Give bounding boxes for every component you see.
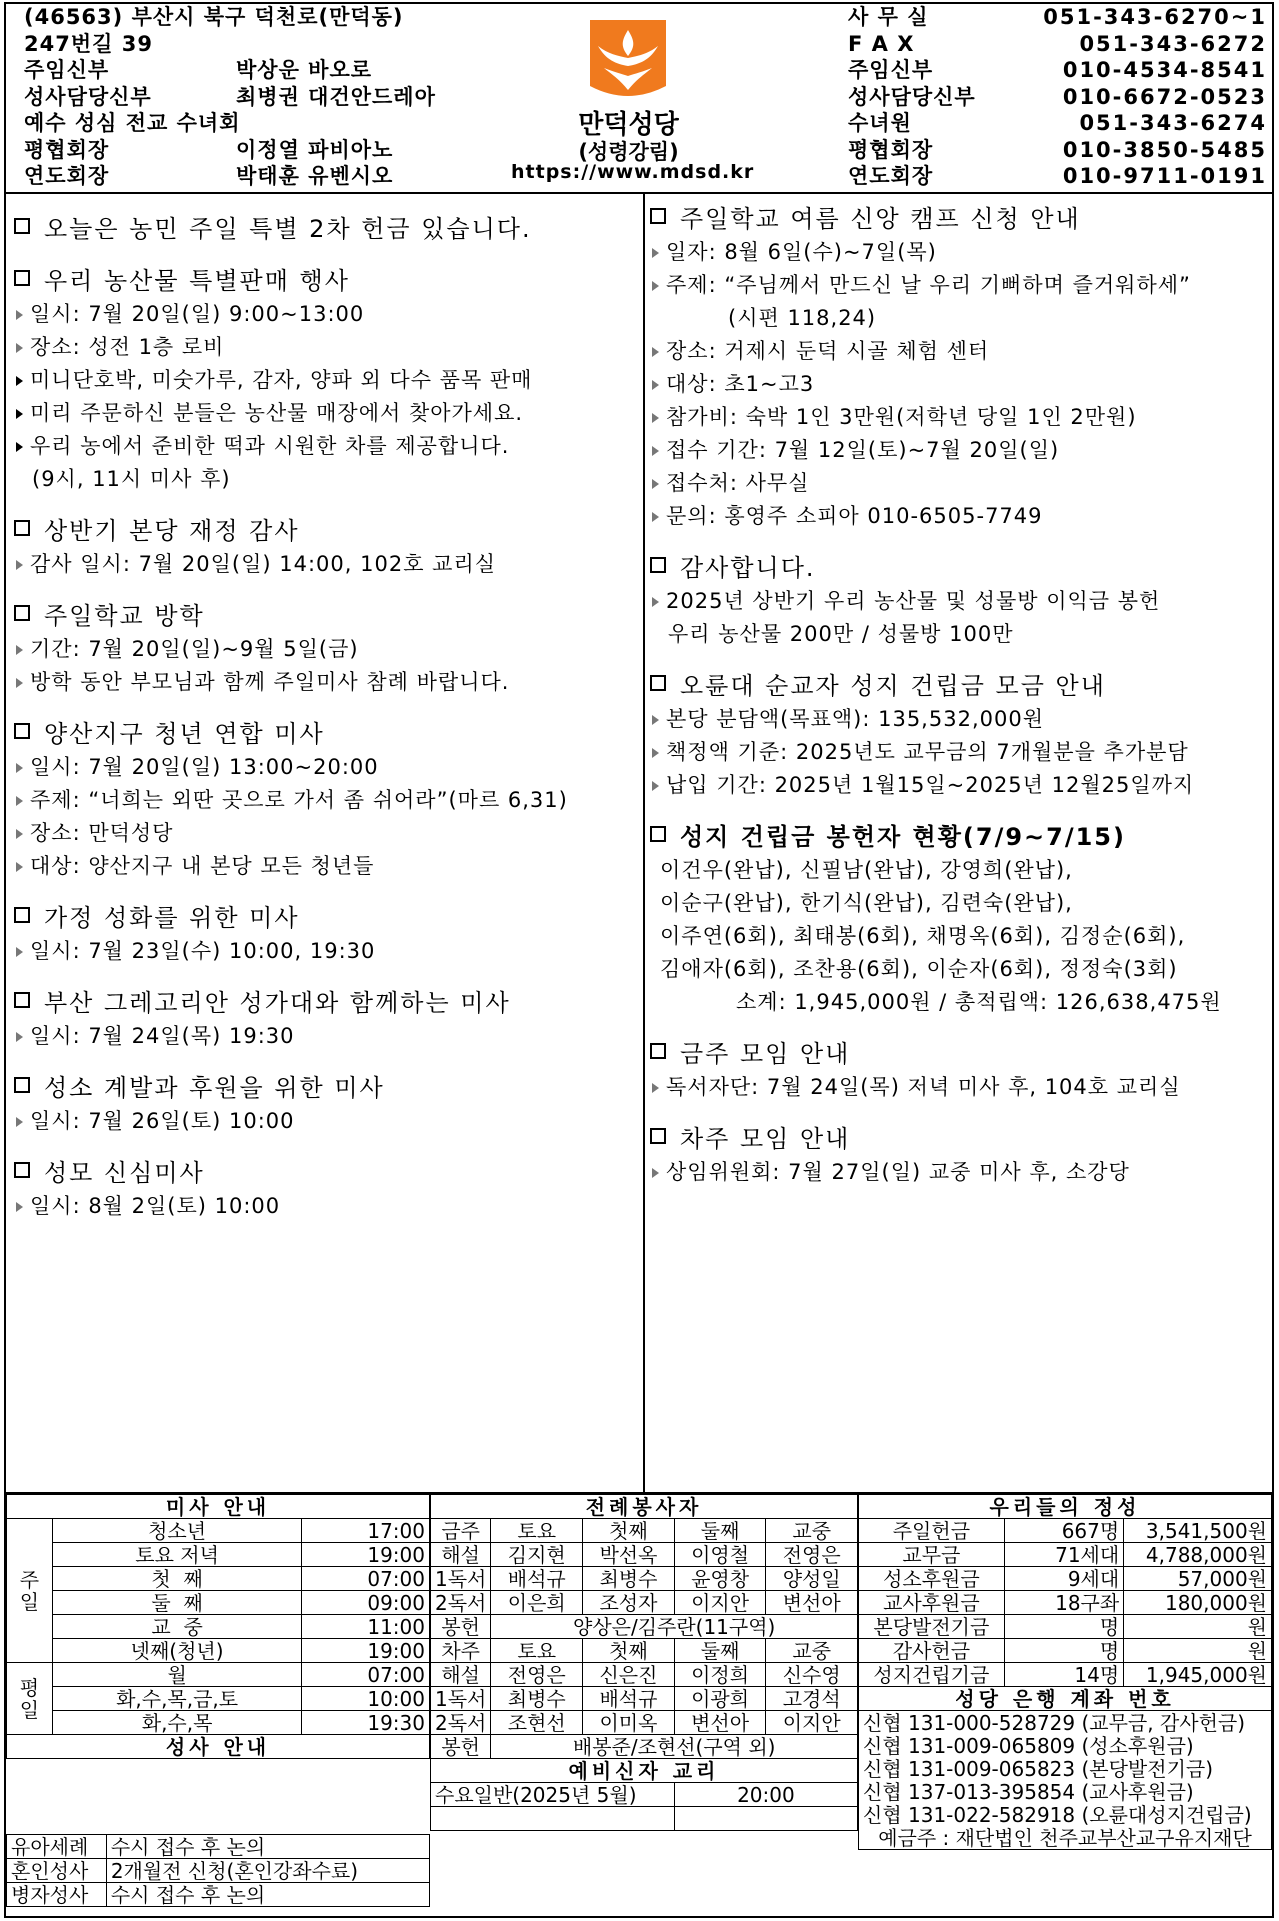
triangle-icon xyxy=(16,1032,23,1042)
notice-line: 대상: 초1~고3 xyxy=(650,368,1272,401)
liturgy-cell: 고경석 xyxy=(766,1687,858,1711)
offering-count: 9세대 xyxy=(1004,1567,1123,1591)
checkbox-icon xyxy=(14,520,30,536)
offering-count: 14명 xyxy=(1004,1663,1123,1687)
offering-amount: 180,000원 xyxy=(1124,1591,1272,1615)
liturgy-cell: 배석규 xyxy=(583,1687,675,1711)
liturgy-cell: 금주 xyxy=(431,1519,491,1543)
triangle-icon xyxy=(652,748,659,758)
offering-name: 본당발전기금 xyxy=(859,1615,1005,1639)
liturgy-cell: 이미옥 xyxy=(583,1711,675,1735)
notice-line: 장소: 성전 1층 로비 xyxy=(14,331,639,364)
header xyxy=(6,4,1272,194)
triangle-icon xyxy=(652,380,659,390)
mass-time: 19:30 xyxy=(302,1711,430,1735)
liturgy-cell: 해설 xyxy=(431,1543,491,1567)
notice-line: (9시, 11시 미사 후) xyxy=(32,467,231,491)
mass-time: 19:00 xyxy=(302,1543,430,1567)
right-column xyxy=(650,194,1272,1189)
notice-line: 접수 기간: 7월 12일(토)~7월 20일(일) xyxy=(650,434,1272,467)
offering-amount: 원 xyxy=(1124,1639,1272,1663)
notice-line: 주제: “너희는 외딴 곳으로 가서 좀 쉬어라”(마르 6,31) xyxy=(14,784,639,817)
liturgy-cell: 최병수 xyxy=(491,1687,583,1711)
liturgy-cell: 조현선 xyxy=(491,1711,583,1735)
liturgy-cell: 교중 xyxy=(766,1519,858,1543)
offering-count: 667명 xyxy=(1004,1519,1123,1543)
staff-yeondo: 연도회장 박태훈 유벤시오 xyxy=(24,164,394,188)
left-column xyxy=(14,194,639,1223)
triangle-icon xyxy=(652,479,659,489)
notice-line: 납입 기간: 2025년 1월15일~2025년 12월25일까지 xyxy=(650,769,1272,802)
checkbox-icon xyxy=(650,826,666,842)
triangle-icon xyxy=(16,310,23,320)
notice-line: 기간: 7월 20일(일)~9월 5일(금) xyxy=(14,633,639,666)
liturgy-cell: 이지안 xyxy=(674,1591,766,1615)
mass-time: 09:00 xyxy=(302,1591,430,1615)
liturgy-cell: 교중 xyxy=(766,1639,858,1663)
offering-title: 우리들의 정성 xyxy=(859,1495,1272,1519)
triangle-icon xyxy=(16,678,23,688)
contact-office: 사 무 실 051-343-6270~1 xyxy=(848,5,1267,29)
bank-account: 신협 137-013-395854 (교사후원금) xyxy=(859,1780,1272,1803)
mass-name: 토요 저녁 xyxy=(52,1543,301,1567)
notice-line: (시편 118,24) xyxy=(728,306,877,330)
catechumen-class: 수요일반(2025년 5월) xyxy=(431,1783,675,1807)
checkbox-icon xyxy=(14,1077,30,1093)
mass-time: 07:00 xyxy=(302,1567,430,1591)
bank-account: 신협 131-022-582918 (오륜대성지건립금) xyxy=(859,1803,1272,1826)
parish-url[interactable]: https://www.mdsd.kr xyxy=(511,161,755,183)
staff-council: 평협회장 이정열 파비아노 xyxy=(24,137,394,162)
liturgy-cell: 양성일 xyxy=(766,1567,858,1591)
notice-line: 주제: “주님께서 만드신 날 우리 기뻐하며 즐거워하세” xyxy=(650,269,1272,302)
notice-title: 차주 모임 안내 xyxy=(650,1116,1272,1156)
sacrament-info: 수시 접수 후 논의 xyxy=(106,1835,429,1859)
mass-name: 둘 째 xyxy=(52,1591,301,1615)
checkbox-icon xyxy=(650,208,666,224)
parish-logo-icon xyxy=(584,16,672,102)
notice-title: 성지 건립금 봉헌자 현황(7/9~7/15) xyxy=(650,814,1272,854)
liturgy-offer: 양상은/김주란(11구역) xyxy=(491,1615,858,1639)
liturgy-cell: 전영은 xyxy=(766,1543,858,1567)
notice-line: 독서자단: 7월 24일(목) 저녁 미사 후, 104호 교리실 xyxy=(650,1071,1272,1104)
liturgy-cell: 이정희 xyxy=(674,1663,766,1687)
triangle-icon xyxy=(16,862,23,872)
contact-fax: F A X 051-343-6272 xyxy=(848,31,1267,56)
offering-amount: 1,945,000원 xyxy=(1124,1663,1272,1687)
notice-line: 장소: 거제시 둔덕 시골 체험 센터 xyxy=(650,335,1272,368)
sacrament-table xyxy=(6,1834,430,1907)
sacrament-name: 혼인성사 xyxy=(7,1859,107,1883)
liturgy-cell: 신수영 xyxy=(766,1663,858,1687)
checkbox-icon xyxy=(14,723,30,739)
liturgy-cell: 둘째 xyxy=(674,1639,766,1663)
mass-time: 10:00 xyxy=(302,1687,430,1711)
notice-line: 방학 동안 부모님과 함께 주일미사 참례 바랍니다. xyxy=(14,666,639,699)
triangle-icon xyxy=(16,343,23,353)
bank-holder: 예금주 : 재단법인 천주교부산교구유지재단 xyxy=(859,1826,1272,1850)
checkbox-icon xyxy=(14,270,30,286)
triangle-icon xyxy=(16,947,23,957)
triangle-icon xyxy=(652,347,659,357)
notice-line: 참가비: 숙박 1인 3만원(저학년 당일 1인 2만원) xyxy=(650,401,1272,434)
bank-account: 신협 131-009-065823 (본당발전기금) xyxy=(859,1757,1272,1780)
staff-sacrament-priest: 성사담당신부 최병권 대건안드레아 xyxy=(24,84,436,109)
triangle-icon xyxy=(16,1117,23,1127)
mass-name: 청소년 xyxy=(52,1519,301,1543)
address-line-2: 247번길 39 xyxy=(24,31,153,56)
donor-line: 이건우(완납), 신필남(완납), 강영희(완납), xyxy=(660,858,1073,882)
offering-table xyxy=(858,1494,1272,1850)
header-right xyxy=(848,4,1267,190)
triangle-icon xyxy=(16,376,23,386)
bank-account: 신협 131-000-528729 (교무금, 감사헌금) xyxy=(859,1711,1272,1735)
contact-council: 평협회장 010-3850-5485 xyxy=(848,137,1267,162)
checkbox-icon xyxy=(14,218,30,234)
offering-name: 교무금 xyxy=(859,1543,1005,1567)
sacrament-info: 2개월전 신청(혼인강좌수료) xyxy=(106,1859,429,1883)
liturgy-cell: 토요 xyxy=(491,1519,583,1543)
donor-line: 김애자(6회), 조찬용(6회), 이순자(6회), 정정숙(3회) xyxy=(660,957,1178,981)
checkbox-icon xyxy=(650,675,666,691)
liturgy-cell: 차주 xyxy=(431,1639,491,1663)
notice-line: 장소: 만덕성당 xyxy=(14,817,639,850)
notice-line: 감사 일시: 7월 20일(일) 14:00, 102호 교리실 xyxy=(14,548,639,581)
liturgy-cell: 둘째 xyxy=(674,1519,766,1543)
offering-name: 성지건립기금 xyxy=(859,1663,1005,1687)
notice-line: 일시: 7월 20일(일) 9:00~13:00 xyxy=(14,298,639,331)
triangle-icon xyxy=(652,597,659,607)
notice-line: 접수처: 사무실 xyxy=(650,467,1272,500)
empty-cell xyxy=(431,1807,675,1831)
triangle-icon xyxy=(652,413,659,423)
offering-name: 교사후원금 xyxy=(859,1591,1005,1615)
notice-title: 성소 계발과 후원을 위한 미사 xyxy=(14,1065,639,1105)
notice-title: 금주 모임 안내 xyxy=(650,1031,1272,1071)
notice-title: 오륜대 순교자 성지 건립금 모금 안내 xyxy=(650,663,1272,703)
notice-line: 일시: 7월 23일(수) 10:00, 19:30 xyxy=(14,935,639,968)
triangle-icon xyxy=(16,829,23,839)
triangle-icon xyxy=(16,645,23,655)
contact-yeondo: 연도회장 010-9711-0191 xyxy=(848,164,1267,188)
notice-line: 미리 주문하신 분들은 농산물 매장에서 찾아가세요. xyxy=(14,397,639,430)
notice-line: 본당 분담액(목표액): 135,532,000원 xyxy=(650,703,1272,736)
notice-line: 우리 농산물 200만 / 성물방 100만 xyxy=(668,622,1014,646)
sacrament-info: 수시 접수 후 논의 xyxy=(106,1883,429,1907)
liturgy-cell: 변선아 xyxy=(766,1591,858,1615)
column-divider xyxy=(643,192,645,1494)
offering-count: 18구좌 xyxy=(1004,1591,1123,1615)
notice-line: 2025년 상반기 우리 농산물 및 성물방 이익금 봉헌 xyxy=(650,585,1272,618)
checkbox-icon xyxy=(650,1128,666,1144)
mass-name: 화,수,목,금,토 xyxy=(52,1687,301,1711)
liturgy-cell: 해설 xyxy=(431,1663,491,1687)
checkbox-icon xyxy=(14,907,30,923)
checkbox-icon xyxy=(14,605,30,621)
triangle-icon xyxy=(16,442,23,452)
liturgy-table xyxy=(430,1494,858,1831)
notice-title: 가정 성화를 위한 미사 xyxy=(14,895,639,935)
notice-title: 감사합니다. xyxy=(650,545,1272,585)
checkbox-icon xyxy=(650,1043,666,1059)
donor-line: 이주연(6회), 최태봉(6회), 채명옥(6회), 김정순(6회), xyxy=(660,924,1186,948)
triangle-icon xyxy=(652,281,659,291)
header-left xyxy=(24,4,436,190)
catechumen-title: 예비신자 교리 xyxy=(431,1759,858,1783)
bulletin-page xyxy=(4,2,1274,1918)
notice-line: 일시: 8월 2일(토) 10:00 xyxy=(14,1190,639,1223)
offering-amount: 4,788,000원 xyxy=(1124,1543,1272,1567)
notice-line: 상임위원회: 7월 27일(일) 교중 미사 후, 소강당 xyxy=(650,1156,1272,1189)
offering-amount: 원 xyxy=(1124,1615,1272,1639)
offering-amount: 57,000원 xyxy=(1124,1567,1272,1591)
notice-line: 일시: 7월 20일(일) 13:00~20:00 xyxy=(14,751,639,784)
liturgy-cell: 이지안 xyxy=(766,1711,858,1735)
offering-amount: 3,541,500원 xyxy=(1124,1519,1272,1543)
triangle-icon xyxy=(652,248,659,258)
notice-title: 양산지구 청년 연합 미사 xyxy=(14,711,639,751)
liturgy-cell: 윤영창 xyxy=(674,1567,766,1591)
liturgy-cell: 2독서 xyxy=(431,1591,491,1615)
notice-line: 미니단호박, 미숫가루, 감자, 양파 외 다수 품목 판매 xyxy=(14,364,639,397)
bank-account: 신협 131-009-065809 (성소후원금) xyxy=(859,1734,1272,1757)
liturgy-cell: 1독서 xyxy=(431,1687,491,1711)
offering-name: 성소후원금 xyxy=(859,1567,1005,1591)
donor-line: 이순구(완납), 한기식(완납), 김련숙(완납), xyxy=(660,891,1073,915)
address-line-1: (46563) 부산시 북구 덕천로(만덕동) xyxy=(24,5,404,29)
triangle-icon xyxy=(652,512,659,522)
staff-pastor: 주임신부 박상운 바오로 xyxy=(24,58,373,82)
triangle-icon xyxy=(16,560,23,570)
staff-sisters: 예수 성심 전교 수녀회 xyxy=(24,111,241,135)
bank-title: 성당 은행 계좌 번호 xyxy=(859,1687,1272,1711)
notice-title: 우리 농산물 특별판매 행사 xyxy=(14,258,639,298)
notice-line: 책정액 기준: 2025년도 교무금의 7개월분을 추가분담 xyxy=(650,736,1272,769)
mass-name: 넷째(청년) xyxy=(52,1639,301,1663)
donor-total: 소계: 1,945,000원 / 총적립액: 126,638,475원 xyxy=(736,990,1222,1014)
liturgy-cell: 김지현 xyxy=(491,1543,583,1567)
notice-line: 대상: 양산지구 내 본당 모든 청년들 xyxy=(14,850,639,883)
sacrament-title: 성사 안내 xyxy=(7,1735,430,1759)
mass-time: 17:00 xyxy=(302,1519,430,1543)
notice-line: 일시: 7월 26일(토) 10:00 xyxy=(14,1105,639,1138)
contact-convent: 수녀원 051-343-6274 xyxy=(848,111,1267,135)
liturgy-cell: 2독서 xyxy=(431,1711,491,1735)
liturgy-cell: 이은희 xyxy=(491,1591,583,1615)
notice-line: 일자: 8월 6일(수)~7일(목) xyxy=(650,236,1272,269)
mass-time: 19:00 xyxy=(302,1639,430,1663)
liturgy-cell: 조성자 xyxy=(583,1591,675,1615)
liturgy-cell: 이영철 xyxy=(674,1543,766,1567)
triangle-icon xyxy=(16,409,23,419)
sacrament-name: 병자성사 xyxy=(7,1883,107,1907)
offering-count: 명 xyxy=(1004,1615,1123,1639)
mass-name: 교 중 xyxy=(52,1615,301,1639)
sacrament-name: 유아세례 xyxy=(7,1835,107,1859)
mass-schedule-table xyxy=(6,1494,430,1759)
liturgy-cell: 봉헌 xyxy=(431,1615,491,1639)
checkbox-icon xyxy=(650,557,666,573)
liturgy-cell: 1독서 xyxy=(431,1567,491,1591)
checkbox-icon xyxy=(14,992,30,1008)
mass-name: 첫 째 xyxy=(52,1567,301,1591)
liturgy-cell: 전영은 xyxy=(491,1663,583,1687)
notice-title: 상반기 본당 재정 감사 xyxy=(14,508,639,548)
triangle-icon xyxy=(652,1168,659,1178)
triangle-icon xyxy=(652,781,659,791)
liturgy-cell: 이광희 xyxy=(674,1687,766,1711)
parish-subtitle: (성령강림) xyxy=(578,140,679,164)
offering-name: 감사헌금 xyxy=(859,1639,1005,1663)
offering-count: 명 xyxy=(1004,1639,1123,1663)
triangle-icon xyxy=(16,763,23,773)
notice-title: 주일학교 방학 xyxy=(14,593,639,633)
triangle-icon xyxy=(652,446,659,456)
mass-time: 07:00 xyxy=(302,1663,430,1687)
contact-sacrament-priest: 성사담당신부 010-6672-0523 xyxy=(848,84,1267,109)
liturgy-cell: 봉헌 xyxy=(431,1735,491,1759)
liturgy-cell: 변선아 xyxy=(674,1711,766,1735)
triangle-icon xyxy=(16,1202,23,1212)
liturgy-cell: 배석규 xyxy=(491,1567,583,1591)
catechumen-time: 20:00 xyxy=(674,1783,857,1807)
contact-pastor: 주임신부 010-4534-8541 xyxy=(848,58,1267,82)
offering-name: 주일헌금 xyxy=(859,1519,1005,1543)
mass-title: 미사 안내 xyxy=(7,1495,430,1519)
notice-title: 부산 그레고리안 성가대와 함께하는 미사 xyxy=(14,980,639,1020)
triangle-icon xyxy=(652,1083,659,1093)
liturgy-cell: 최병수 xyxy=(583,1567,675,1591)
empty-cell xyxy=(674,1807,857,1831)
liturgy-cell: 박선옥 xyxy=(583,1543,675,1567)
notice-title: 오늘은 농민 주일 특별 2차 헌금 있습니다. xyxy=(14,206,639,246)
offering-count: 71세대 xyxy=(1004,1543,1123,1567)
weekday-label: 평 일 xyxy=(7,1663,53,1735)
mass-name: 화,수,목 xyxy=(52,1711,301,1735)
liturgy-offer: 배봉준/조현선(구역 외) xyxy=(491,1735,858,1759)
sunday-label: 주 일 xyxy=(7,1519,53,1663)
liturgy-cell: 토요 xyxy=(491,1639,583,1663)
notice-title: 주일학교 여름 신앙 캠프 신청 안내 xyxy=(650,196,1272,236)
notice-line: 일시: 7월 24일(목) 19:30 xyxy=(14,1020,639,1053)
liturgy-cell: 첫째 xyxy=(583,1519,675,1543)
checkbox-icon xyxy=(14,1162,30,1178)
triangle-icon xyxy=(16,796,23,806)
parish-name: 만덕성당 xyxy=(578,110,679,140)
notice-line: 문의: 홍영주 소피아 010-6505-7749 xyxy=(650,500,1272,533)
liturgy-cell: 신은진 xyxy=(583,1663,675,1687)
mass-time: 11:00 xyxy=(302,1615,430,1639)
triangle-icon xyxy=(652,715,659,725)
notice-title: 성모 신심미사 xyxy=(14,1150,639,1190)
mass-name: 월 xyxy=(52,1663,301,1687)
liturgy-title: 전례봉사자 xyxy=(431,1495,858,1519)
liturgy-cell: 첫째 xyxy=(583,1639,675,1663)
notice-line: 우리 농에서 준비한 떡과 시원한 차를 제공합니다. xyxy=(14,430,639,463)
